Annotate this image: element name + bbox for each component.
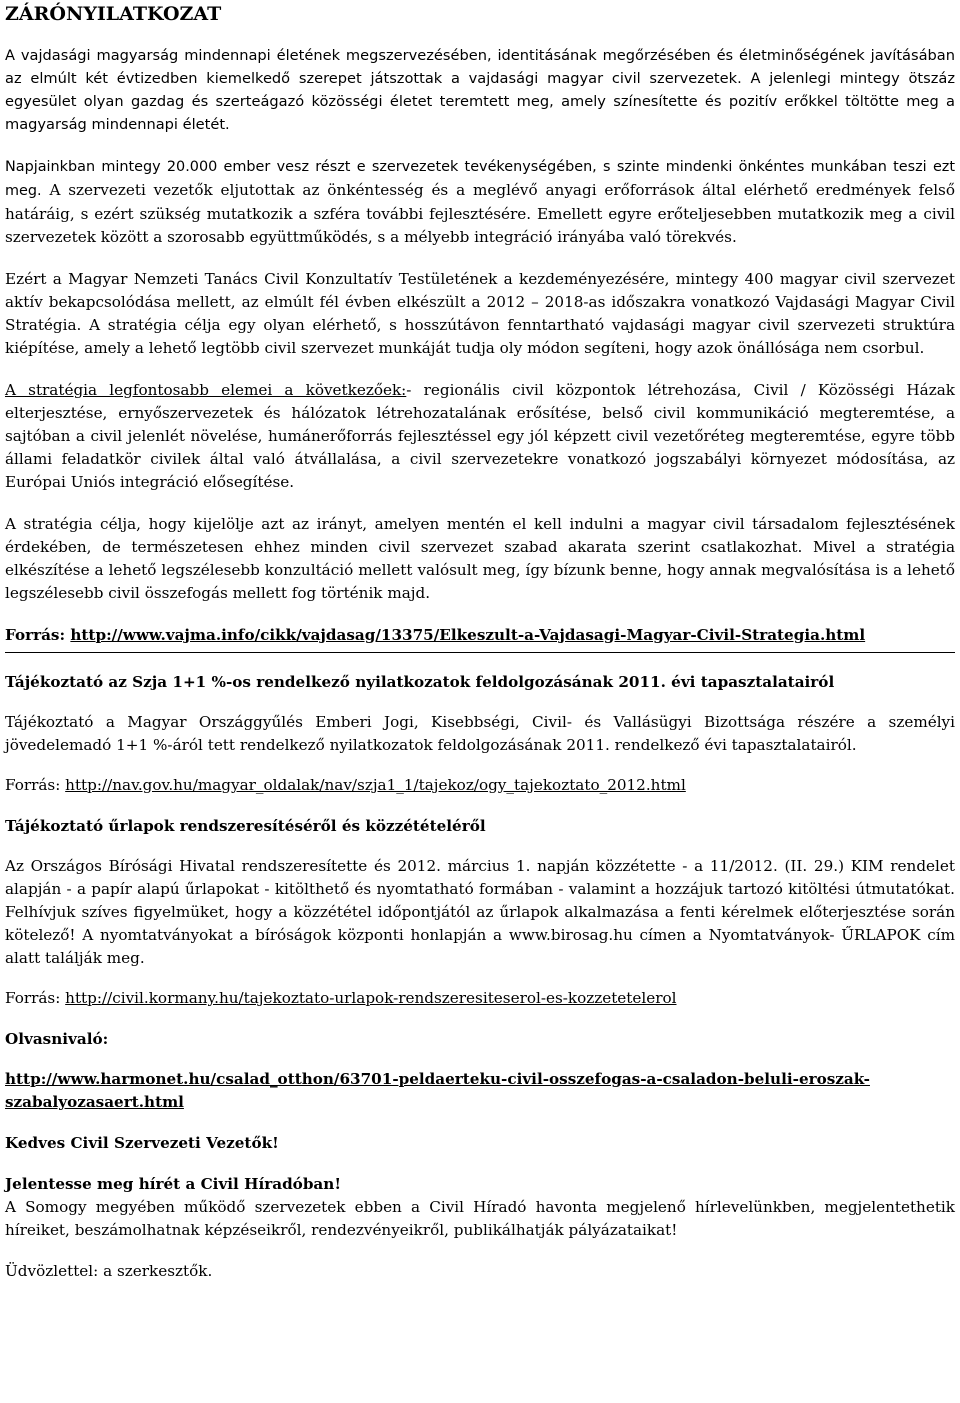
ezert-paragraph: Ezért a Magyar Nemzeti Tanács Civil Konzultatív Testületének a kezdeményezésére, mintegy 400 magyar civil szervezet aktív bekapcsolódása mellett, az elmúlt fél évben elkészült a 2012 – 2018-as időszakra vonatkozó Vajdasági Magyar Civil Stratégia. A stratégia célja egy olyan elérhető, s hosszútávon fenntartható vajdasági magyar civil szervezeti struktúra kiépítése, amely a lehető legtöbb civil szervezet munkáját tudja oly módon segíteni, hogy azok önállósága nem csorbul.	[5, 270, 955, 357]
kedves-heading: Kedves Civil Szervezeti Vezetők!	[5, 1134, 279, 1152]
document-page	[5, 0, 955, 1283]
section-divider	[5, 652, 955, 653]
page-title: ZÁRÓNYILATKOZAT	[5, 3, 222, 25]
source-line-1	[5, 624, 955, 647]
source-label-1: Forrás:	[5, 626, 71, 644]
elemek-rest: - regionális civil központok létrehozása, Civil / Közösségi Házak elterjesztése, ernyőszervezetek és hálózatok létrehozatalának erősítése, belső civil kommunikáció megteremtése, a sajtóban a civil jelenlét növelése, humánerőforrás fejlesztéssel egy jól képzett civil vezetőréteg megteremtése, egyre több állami feladatkör civilek által való átvállalása, a civil szervezetekre vonatkozó jogszabályi környezet módosítása, az Európai Uniós integráció elősegítése.	[5, 381, 955, 491]
closing-line: Üdvözlettel: a szerkesztők.	[5, 1262, 213, 1280]
szja-heading: Tájékoztató az Szja 1+1 %-os rendelkező nyilatkozatok feldolgozásának 2011. évi tapasztalatairól	[5, 673, 835, 691]
jelentesse-body: A Somogy megyében működő szervezetek ebben a Civil Híradó havonta megjelenő hírlevelünkben, megjelentethetik híreiket, beszámolhatnak képzéseikről, rendezvényeikről, publikálhatják pályázataikat!	[5, 1198, 955, 1239]
source-link-vajma[interactable]: http://www.vajma.info/cikk/vajdasag/13375/Elkeszult-a-Vajdasagi-Magyar-Civil-Strategia.html	[70, 626, 866, 644]
urlapok-body: Az Országos Bírósági Hivatal rendszeresítette és 2012. március 1. napján közzétette - a 11/2012. (II. 29.) KIM rendelet alapján - a papír alapú űrlapokat - kitölthető és nyomtatható formában - valamint a hozzájuk tartozó kitöltési útmutatókat. Felhívjuk szíves figyelmüket, hogy a közzététel időpontjától az űrlapok alkalmazása a fenti kérelmek előterjesztése során kötelező! A nyomtatványokat a bíróságok központi honlapján a www.birosag.hu címen a Nyomtatványok- ŰRLAPOK cím alatt találják meg.	[5, 857, 955, 967]
cel-paragraph: A stratégia célja, hogy kijelölje azt az irányt, amelyen mentén el kell indulni a magyar civil társadalom fejlesztésének érdekében, de természetesen ehhez minden civil szervezet szabad akarata szerint csatlakozhat. Mivel a stratégia elkészítése a lehető legszélesebb konzultáció mellett valósult meg, így bízunk benne, hogy annak megvalósítása is a lehető legszélesebb civil összefogás mellett fog történik majd.	[5, 515, 955, 602]
source-label-2: Forrás:	[5, 776, 66, 794]
olvasnivalo-link[interactable]: http://www.harmonet.hu/csalad_otthon/63701-peldaerteku-civil-osszefogas-a-csaladon-beluli-eroszak-szabalyozasaert.html	[5, 1070, 870, 1111]
szja-body: Tájékoztató a Magyar Országgyűlés Emberi Jogi, Kisebbségi, Civil- és Vallásügyi Bizottsága részére a személyi jövedelemadó 1+1 %-áról tett rendelkező nyilatkozatok feldolgozásának 2011. rendelkező évi tapasztalatairól.	[5, 713, 955, 754]
source-line-3	[5, 987, 955, 1010]
olvasnivalo-heading: Olvasnivaló:	[5, 1030, 109, 1048]
source-line-2	[5, 774, 955, 797]
olvasnivalo-line	[5, 1068, 955, 1114]
urlapok-heading: Tájékoztató űrlapok rendszeresítéséről és közzétételéről	[5, 817, 486, 835]
elemek-lead: A stratégia legfontosabb elemei a következőek:	[5, 381, 407, 399]
elemek-paragraph	[5, 379, 955, 494]
intro-paragraph: A vajdasági magyarság mindennapi életének megszervezésében, identitásának megőrzésében és életminőségének javításában az elmúlt két évtizedben kiemelkedő szerepet játszottak a vajdasági magyar civil szervezetek. A jelenlegi mintegy ötszáz egyesület olyan gazdag és szerteágazó közösségi életet teremtett meg, amely színesítette és pozitív erőkkel töltötte meg a magyarság mindennapi életét.	[5, 47, 955, 133]
jelentesse-heading: Jelentesse meg hírét a Civil Híradóban!	[5, 1175, 341, 1193]
source-link-nav[interactable]: http://nav.gov.hu/magyar_oldalak/nav/szja1_1/tajekoz/ogy_tajekoztato_2012.html	[65, 776, 686, 794]
napjaink-lead: Napjainkban mintegy 20.000 ember vesz részt e szervezetek tevékenységében, s szinte mindenki önkéntes munkában teszi ezt meg.	[5, 159, 955, 199]
napjaink-paragraph	[5, 155, 955, 249]
source-link-kormany[interactable]: http://civil.kormany.hu/tajekoztato-urlapok-rendszeresiteserol-es-kozzetetelerol	[65, 989, 677, 1007]
napjaink-rest: A szervezeti vezetők eljutottak az önkéntesség és a meglévő anyagi erőforrások által elérhető eredmények felső határáig, s ezért szükség mutatkozik a szféra további fejlesztésére. Emellett egyre erőteljesebben mutatkozik meg a civil szervezetek között a szorosabb együttműködés, s a mélyebb integráció irányába való törekvés.	[5, 181, 955, 246]
source-label-3: Forrás:	[5, 989, 66, 1007]
